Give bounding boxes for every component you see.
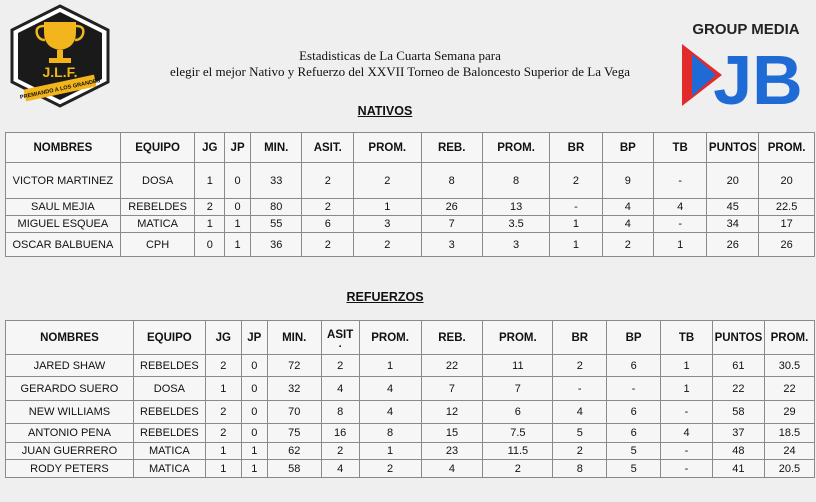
nativos-header-cell: ASIT. xyxy=(302,133,354,163)
refuerzos-table-cell: 20.5 xyxy=(764,460,814,478)
refuerzos-table-cell: 16 xyxy=(321,424,359,443)
nativos-table-cell: 1 xyxy=(225,233,251,257)
refuerzos-table-cell: - xyxy=(553,377,607,401)
nativos-header-cell: TB xyxy=(654,133,707,163)
nativos-table-cell: 45 xyxy=(707,199,759,216)
refuerzos-table-cell: 58 xyxy=(712,401,764,424)
refuerzos-table-cell: 1 xyxy=(359,443,421,460)
refuerzos-table-cell: 5 xyxy=(553,424,607,443)
refuerzos-header-cell: ASIT . xyxy=(321,321,359,355)
refuerzos-table-cell: 11 xyxy=(483,355,553,377)
refuerzos-table-cell: 1 xyxy=(241,443,267,460)
refuerzos-table-cell: 7 xyxy=(421,377,483,401)
refuerzos-table-cell: 2 xyxy=(359,460,421,478)
logo-subtitle: PREMIANDO A LOS GRANDES xyxy=(19,78,102,101)
refuerzos-header-cell: PUNTOS xyxy=(712,321,764,355)
refuerzos-table-cell: 1 xyxy=(205,377,241,401)
nativos-header-cell: REB. xyxy=(421,133,482,163)
refuerzos-player-name: RODY PETERS xyxy=(6,460,134,478)
nativos-header-cell: JP xyxy=(225,133,251,163)
nativos-table-cell: 3 xyxy=(354,216,421,233)
refuerzos-table-cell: 4 xyxy=(359,377,421,401)
nativos-table-cell: 1 xyxy=(550,216,602,233)
refuerzos-table-cell: 11.5 xyxy=(483,443,553,460)
nativos-table-cell: 26 xyxy=(707,233,759,257)
refuerzos-table-cell: 6 xyxy=(607,401,661,424)
jlf-logo xyxy=(4,4,116,108)
nativos-table-cell: 8 xyxy=(482,163,549,199)
refuerzos-header-cell: JP xyxy=(241,321,267,355)
nativos-header-cell: JG xyxy=(195,133,225,163)
refuerzos-header-cell: PROM. xyxy=(764,321,814,355)
refuerzos-table-cell: 22 xyxy=(764,377,814,401)
nativos-table-cell: CPH xyxy=(120,233,195,257)
nativos-table-cell: MATICA xyxy=(120,216,195,233)
refuerzos-table-row xyxy=(6,460,815,478)
refuerzos-table-cell: 1 xyxy=(661,377,713,401)
refuerzos-table-cell: 2 xyxy=(205,355,241,377)
refuerzos-header-cell: BP xyxy=(607,321,661,355)
nativos-table-cell: 1 xyxy=(195,216,225,233)
refuerzos-table-cell: 0 xyxy=(241,424,267,443)
refuerzos-player-name: ANTONIO PENA xyxy=(6,424,134,443)
refuerzos-header-cell: REB. xyxy=(421,321,483,355)
nativos-table-cell: 3 xyxy=(421,233,482,257)
nativos-table-cell: 26 xyxy=(421,199,482,216)
refuerzos-table-cell: REBELDES xyxy=(133,401,205,424)
refuerzos-table-cell: 58 xyxy=(267,460,321,478)
refuerzos-table-cell: 24 xyxy=(764,443,814,460)
refuerzos-header-cell: JG xyxy=(205,321,241,355)
refuerzos-table-cell: 6 xyxy=(607,355,661,377)
nativos-header-cell: NOMBRES xyxy=(6,133,121,163)
refuerzos-table-cell: 0 xyxy=(241,401,267,424)
nativos-player-name: VICTOR MARTINEZ xyxy=(6,163,121,199)
logo-letters: JB xyxy=(713,41,803,114)
nativos-player-name: SAUL MEJIA xyxy=(6,199,121,216)
nativos-table-cell: 1 xyxy=(354,199,421,216)
group-media-jb-logo xyxy=(676,18,814,114)
refuerzos-table-cell: 5 xyxy=(607,460,661,478)
nativos-title: NATIVOS xyxy=(357,104,413,118)
nativos-table-cell: 0 xyxy=(195,233,225,257)
nativos-table-row xyxy=(6,163,815,199)
refuerzos-header-cell: EQUIPO xyxy=(133,321,205,355)
refuerzos-table-cell: 2 xyxy=(553,355,607,377)
refuerzos-table-cell: 8 xyxy=(359,424,421,443)
refuerzos-table-cell: 2 xyxy=(321,443,359,460)
refuerzos-player-name: JUAN GUERRERO xyxy=(6,443,134,460)
nativos-header-cell: PROM. xyxy=(759,133,815,163)
refuerzos-player-name: JARED SHAW xyxy=(6,355,134,377)
refuerzos-table-cell: 7 xyxy=(483,377,553,401)
heading-line-2: elegir el mejor Nativo y Refuerzo del XXVII Torneo de Baloncesto Superior de La Vega xyxy=(170,64,630,79)
refuerzos-table-cell: - xyxy=(661,443,713,460)
nativos-table-cell: 80 xyxy=(250,199,302,216)
nativos-table-cell: - xyxy=(654,163,707,199)
refuerzos-header-cell: PROM. xyxy=(483,321,553,355)
nativos-table-cell: 1 xyxy=(654,233,707,257)
refuerzos-table-cell: 4 xyxy=(553,401,607,424)
nativos-table xyxy=(5,132,815,257)
nativos-table-cell: 1 xyxy=(225,216,251,233)
refuerzos-table-cell: 61 xyxy=(712,355,764,377)
refuerzos-table-cell: REBELDES xyxy=(133,424,205,443)
refuerzos-table-cell: 2 xyxy=(553,443,607,460)
refuerzos-table-cell: 72 xyxy=(267,355,321,377)
refuerzos-table-cell: REBELDES xyxy=(133,355,205,377)
nativos-table-cell: 1 xyxy=(550,233,602,257)
nativos-header-cell: MIN. xyxy=(250,133,302,163)
logo-brand: GROUP MEDIA xyxy=(692,21,800,38)
refuerzos-table-cell: - xyxy=(607,377,661,401)
refuerzos-table-cell: 75 xyxy=(267,424,321,443)
refuerzos-table-cell: 5 xyxy=(607,443,661,460)
refuerzos-table-cell: 4 xyxy=(321,377,359,401)
nativos-header-cell: PUNTOS xyxy=(707,133,759,163)
refuerzos-player-name: GERARDO SUERO xyxy=(6,377,134,401)
refuerzos-table-cell: 41 xyxy=(712,460,764,478)
refuerzos-table-cell: 30.5 xyxy=(764,355,814,377)
refuerzos-header-cell: PROM. xyxy=(359,321,421,355)
refuerzos-table xyxy=(5,320,815,478)
refuerzos-table-cell: 4 xyxy=(321,460,359,478)
refuerzos-table-cell: 37 xyxy=(712,424,764,443)
nativos-table-cell: - xyxy=(550,199,602,216)
nativos-table-row xyxy=(6,216,815,233)
refuerzos-table-cell: 1 xyxy=(359,355,421,377)
refuerzos-table-cell: 1 xyxy=(205,460,241,478)
refuerzos-table-cell: 48 xyxy=(712,443,764,460)
nativos-table-cell: 2 xyxy=(602,233,653,257)
refuerzos-table-cell: 2 xyxy=(321,355,359,377)
nativos-table-cell: 26 xyxy=(759,233,815,257)
refuerzos-table-row xyxy=(6,401,815,424)
nativos-table-cell: 6 xyxy=(302,216,354,233)
nativos-table-cell: 0 xyxy=(225,163,251,199)
refuerzos-table-cell: 32 xyxy=(267,377,321,401)
heading-line-1: Estadisticas de La Cuarta Semana para xyxy=(299,48,501,63)
refuerzos-table-row xyxy=(6,443,815,460)
nativos-table-cell: 2 xyxy=(302,163,354,199)
refuerzos-table-cell: 29 xyxy=(764,401,814,424)
refuerzos-table-cell: 6 xyxy=(607,424,661,443)
nativos-table-cell: 22.5 xyxy=(759,199,815,216)
refuerzos-table-cell: DOSA xyxy=(133,377,205,401)
nativos-table-cell: 2 xyxy=(354,163,421,199)
nativos-table-row xyxy=(6,199,815,216)
refuerzos-table-cell: 6 xyxy=(483,401,553,424)
nativos-player-name: OSCAR BALBUENA xyxy=(6,233,121,257)
refuerzos-table-cell: 4 xyxy=(359,401,421,424)
refuerzos-table-cell: MATICA xyxy=(133,443,205,460)
refuerzos-table-cell: 4 xyxy=(661,424,713,443)
nativos-table-cell: 2 xyxy=(195,199,225,216)
refuerzos-table-cell: 18.5 xyxy=(764,424,814,443)
nativos-table-cell: 1 xyxy=(195,163,225,199)
nativos-table-cell: 2 xyxy=(302,199,354,216)
nativos-header-row xyxy=(6,133,815,163)
refuerzos-table-cell: 2 xyxy=(483,460,553,478)
nativos-table-cell: DOSA xyxy=(120,163,195,199)
nativos-header-cell: PROM. xyxy=(482,133,549,163)
refuerzos-table-cell: 23 xyxy=(421,443,483,460)
nativos-header-cell: PROM. xyxy=(354,133,421,163)
nativos-table-cell: 2 xyxy=(354,233,421,257)
nativos-header-cell: BP xyxy=(602,133,653,163)
refuerzos-table-cell: 1 xyxy=(205,443,241,460)
nativos-table-cell: 33 xyxy=(250,163,302,199)
refuerzos-player-name: NEW WILLIAMS xyxy=(6,401,134,424)
refuerzos-table-cell: 4 xyxy=(421,460,483,478)
refuerzos-table-cell: 22 xyxy=(712,377,764,401)
nativos-header-cell: BR xyxy=(550,133,602,163)
refuerzos-table-cell: 8 xyxy=(553,460,607,478)
nativos-table-cell: 3.5 xyxy=(482,216,549,233)
refuerzos-table-cell: 70 xyxy=(267,401,321,424)
refuerzos-header-cell: MIN. xyxy=(267,321,321,355)
logo-title: J.L.F. xyxy=(42,64,78,80)
nativos-player-name: MIGUEL ESQUEA xyxy=(6,216,121,233)
refuerzos-title: REFUERZOS xyxy=(346,290,424,304)
refuerzos-header-row xyxy=(6,321,815,355)
refuerzos-header-cell: BR xyxy=(553,321,607,355)
nativos-table-cell: 36 xyxy=(250,233,302,257)
nativos-table-cell: - xyxy=(654,216,707,233)
refuerzos-table-row xyxy=(6,355,815,377)
refuerzos-header-cell: TB xyxy=(661,321,713,355)
refuerzos-table-cell: 62 xyxy=(267,443,321,460)
nativos-table-cell: REBELDES xyxy=(120,199,195,216)
refuerzos-table-cell: - xyxy=(661,460,713,478)
nativos-table-cell: 0 xyxy=(225,199,251,216)
refuerzos-header-cell: NOMBRES xyxy=(6,321,134,355)
nativos-table-cell: 55 xyxy=(250,216,302,233)
nativos-table-cell: 8 xyxy=(421,163,482,199)
refuerzos-table-cell: 1 xyxy=(241,460,267,478)
refuerzos-table-cell: 8 xyxy=(321,401,359,424)
nativos-table-cell: 3 xyxy=(482,233,549,257)
refuerzos-table-cell: 7.5 xyxy=(483,424,553,443)
refuerzos-table-cell: 15 xyxy=(421,424,483,443)
nativos-table-cell: 4 xyxy=(654,199,707,216)
page-heading xyxy=(120,48,680,80)
nativos-table-cell: 2 xyxy=(302,233,354,257)
refuerzos-table-row xyxy=(6,377,815,401)
refuerzos-table-cell: 12 xyxy=(421,401,483,424)
refuerzos-table-cell: 2 xyxy=(205,401,241,424)
refuerzos-table-cell: 22 xyxy=(421,355,483,377)
refuerzos-table-cell: 0 xyxy=(241,377,267,401)
nativos-table-cell: 20 xyxy=(759,163,815,199)
nativos-table-cell: 20 xyxy=(707,163,759,199)
nativos-table-cell: 7 xyxy=(421,216,482,233)
refuerzos-table-row xyxy=(6,424,815,443)
nativos-header-cell: EQUIPO xyxy=(120,133,195,163)
refuerzos-table-cell: - xyxy=(661,401,713,424)
nativos-table-cell: 2 xyxy=(550,163,602,199)
nativos-table-row xyxy=(6,233,815,257)
nativos-table-cell: 4 xyxy=(602,199,653,216)
refuerzos-table-cell: 1 xyxy=(661,355,713,377)
refuerzos-table-cell: 2 xyxy=(205,424,241,443)
nativos-table-cell: 17 xyxy=(759,216,815,233)
refuerzos-table-cell: 0 xyxy=(241,355,267,377)
nativos-table-cell: 13 xyxy=(482,199,549,216)
nativos-table-cell: 9 xyxy=(602,163,653,199)
refuerzos-table-cell: MATICA xyxy=(133,460,205,478)
nativos-table-cell: 4 xyxy=(602,216,653,233)
nativos-table-cell: 34 xyxy=(707,216,759,233)
